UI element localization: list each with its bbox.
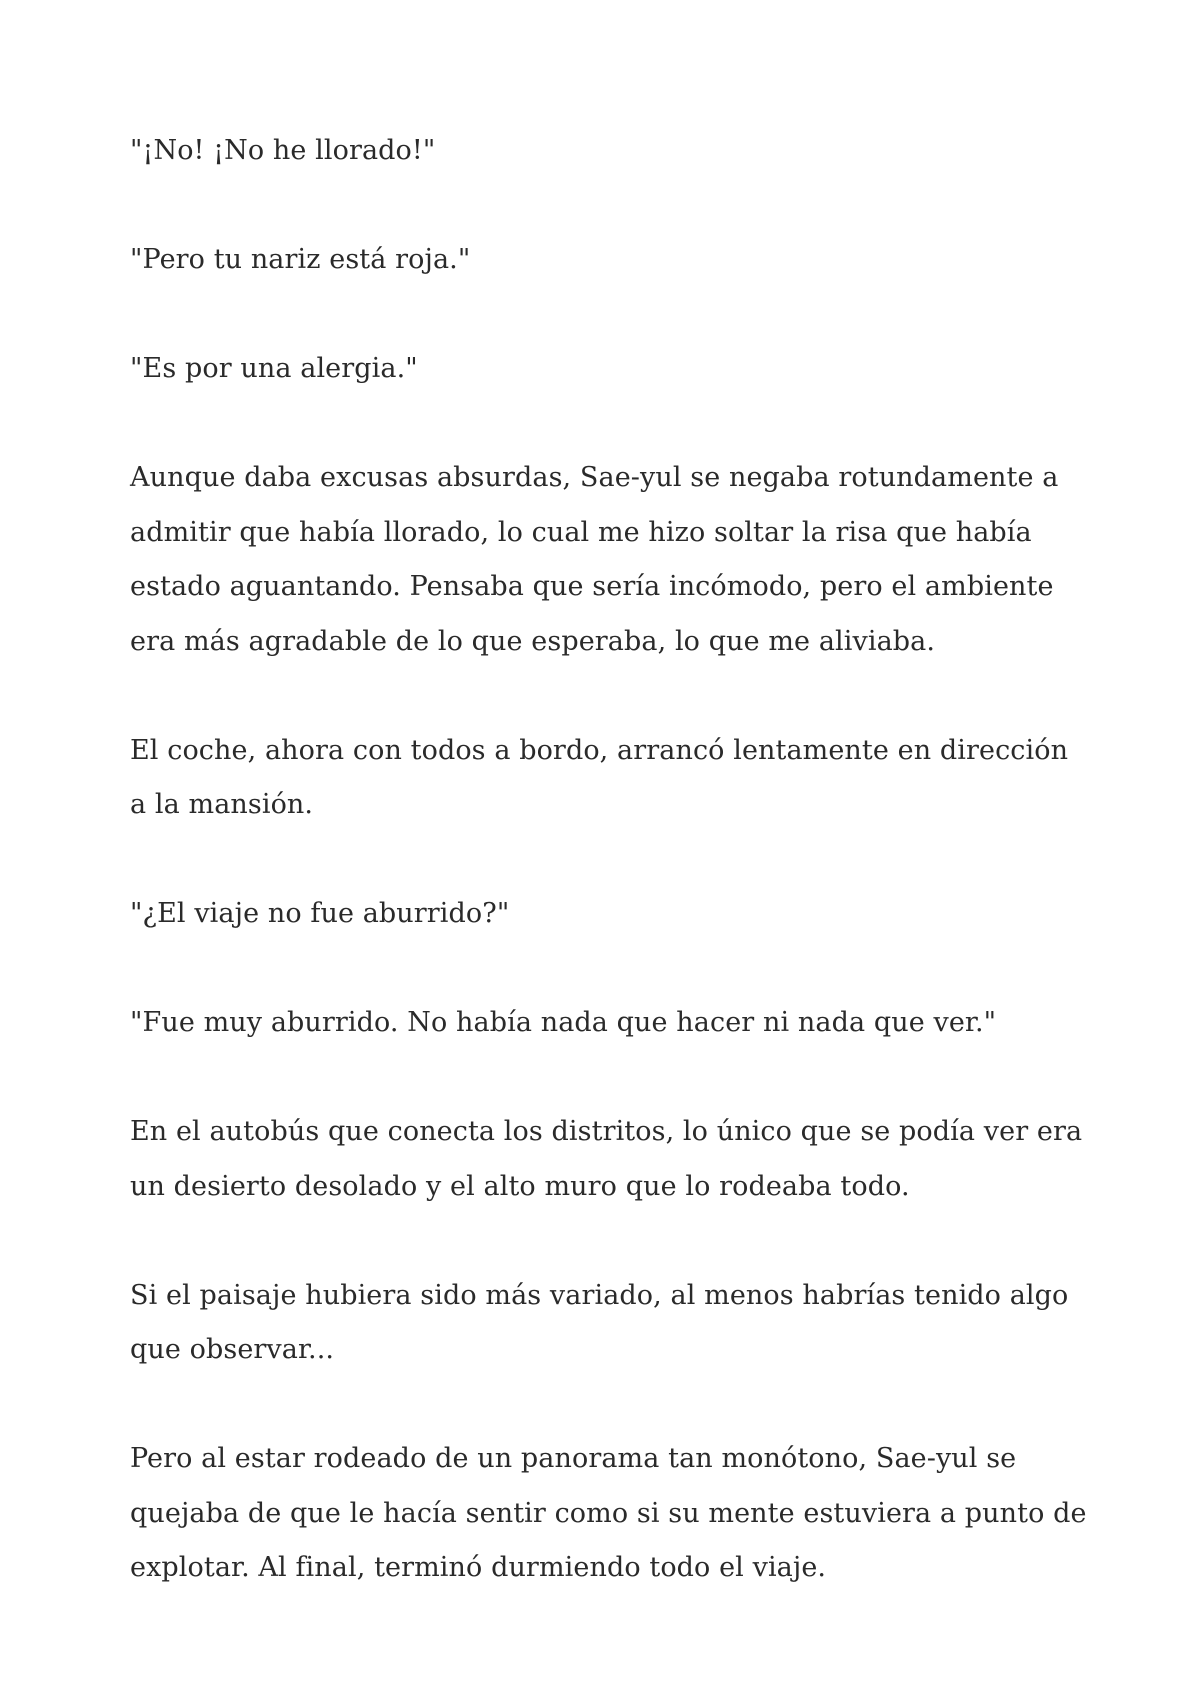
dialogue-paragraph-7: "Fue muy aburrido. No había nada que hacer ni nada que ver." xyxy=(130,1007,997,1038)
document-body xyxy=(130,124,1090,1596)
narrative-paragraph-5: El coche, ahora con todos a bordo, arrancó lentamente en dirección a la mansión. xyxy=(130,734,1069,820)
narrative-paragraph-8: En el autobús que conecta los distritos, lo único que se podía ver era un desierto desolado y el alto muro que lo rodeaba todo. xyxy=(130,1116,1083,1202)
dialogue-paragraph-3: "Es por una alergia." xyxy=(130,353,418,384)
dialogue-paragraph-1: "¡No! ¡No he llorado!" xyxy=(130,135,436,166)
dialogue-paragraph-6: "¿El viaje no fue aburrido?" xyxy=(130,898,510,929)
narrative-paragraph-10: Pero al estar rodeado de un panorama tan monótono, Sae-yul se quejaba de que le hacía sentir como si su mente estuviera a punto de explotar. Al final, terminó durmiendo todo el viaje. xyxy=(130,1443,1087,1583)
narrative-paragraph-9: Si el paisaje hubiera sido más variado, al menos habrías tenido algo que observar... xyxy=(130,1279,1069,1365)
dialogue-paragraph-2: "Pero tu nariz está roja." xyxy=(130,244,471,275)
narrative-paragraph-4: Aunque daba excusas absurdas, Sae-yul se negaba rotundamente a admitir que había llorado, lo cual me hizo soltar la risa que había estado aguantando. Pensaba que sería incómodo, pero el ambiente era más agradable de lo que esperaba, lo que me aliviaba. xyxy=(130,462,1059,657)
